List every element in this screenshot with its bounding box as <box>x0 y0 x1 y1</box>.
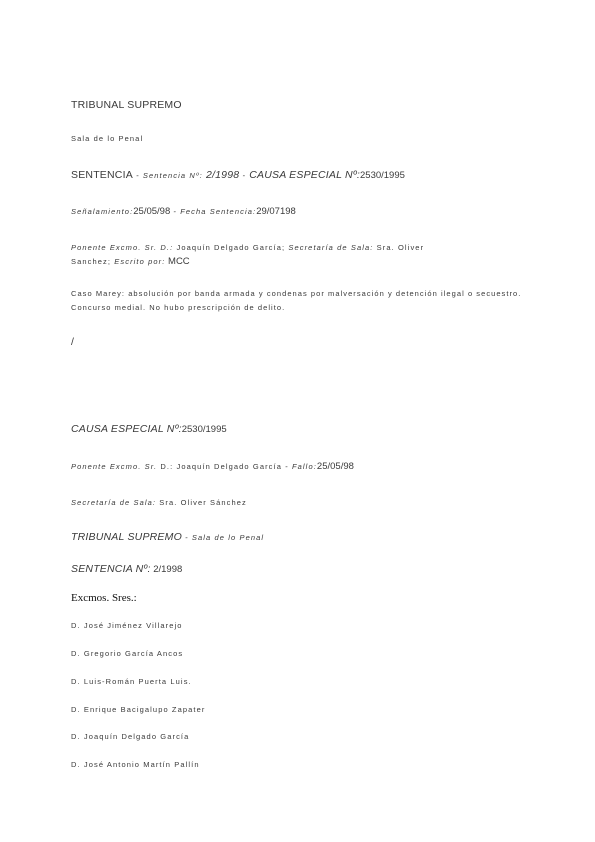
ponente-value: Joaquín Delgado García; <box>173 243 286 252</box>
magistrate-name: D. Gregorio García Ancos <box>71 649 184 658</box>
dates-line <box>71 201 296 219</box>
fecha-sentencia-value: 29/07198 <box>256 206 296 217</box>
court-title: TRIBUNAL SUPREMO <box>71 99 182 111</box>
magistrate-name: D. Enrique Bacigalupo Zapater <box>71 705 206 714</box>
sentencia-sep-1: - <box>132 171 143 180</box>
ponente-label: Ponente Excmo. Sr. D.: <box>71 243 174 252</box>
second-causa-label: CAUSA ESPECIAL Nº: <box>71 423 182 435</box>
fallo-value: 25/05/98 <box>316 461 354 472</box>
second-ponente-line <box>71 456 354 474</box>
second-sentencia-line <box>71 559 182 577</box>
causa-value: 2530/1995 <box>360 170 405 181</box>
second-causa-value: 2530/1995 <box>181 424 227 435</box>
fecha-sentencia-label: Fecha Sentencia: <box>180 207 257 216</box>
sentencia-num-label: Sentencia Nº: <box>142 171 203 180</box>
second-sentencia-label: SENTENCIA Nº: <box>71 563 151 575</box>
sentencia-label: SENTENCIA <box>71 169 133 181</box>
second-ponente-value: D.: Joaquín Delgado García <box>157 462 282 471</box>
magistrate-name: D. José Antonio Martín Pallín <box>71 760 200 769</box>
case-summary: Caso Marey: absolución por banda armada y condenas por malversación y detención ilegal o secuestro. Concurso medial. No hubo prescripción de delito. <box>71 289 522 312</box>
sentencia-num-value: 2/1998 <box>202 169 240 181</box>
second-court-chamber: Sala de lo Penal <box>191 533 265 542</box>
separator-slash: / <box>71 336 75 348</box>
excmos-heading: Excmos. Sres.: <box>71 592 137 604</box>
escrito-label: Escrito por: <box>111 257 166 266</box>
second-ponente-label: Ponente Excmo. Sr. <box>71 462 158 471</box>
second-secretaria-label: Secretaría de Sala: <box>71 498 157 507</box>
magistrate-name: D. José Jiménez Villarejo <box>71 621 183 630</box>
second-court-sep: - <box>181 533 192 542</box>
causa-label: CAUSA ESPECIAL Nº: <box>249 169 360 181</box>
second-sentencia-value: 2/1998 <box>150 564 183 575</box>
sentencia-line <box>71 165 405 183</box>
secretaria-label: Secretaría de Sala: <box>285 243 374 252</box>
second-ponente-sep: - <box>282 462 292 471</box>
second-secretaria-line <box>71 492 247 510</box>
ponente-line-2 <box>71 251 190 269</box>
second-secretaria-value: Sra. Oliver Sánchez <box>156 498 247 507</box>
sentencia-sep-2: - <box>239 171 250 180</box>
magistrate-name: D. Joaquín Delgado García <box>71 732 190 741</box>
fallo-label: Fallo: <box>291 462 317 471</box>
escrito-value: MCC <box>165 256 190 267</box>
senalamiento-value: 25/05/98 <box>133 206 171 217</box>
senalamiento-label: Señalamiento: <box>71 207 134 216</box>
chamber-name: Sala de lo Penal <box>71 134 144 143</box>
dates-sep: - <box>170 207 181 216</box>
second-court-label: TRIBUNAL SUPREMO <box>71 531 182 543</box>
second-court-line <box>71 527 264 545</box>
secretaria-value-cont: Sanchez; <box>71 257 112 266</box>
secretaria-value: Sra. Oliver <box>373 243 425 252</box>
magistrate-name: D. Luis-Román Puerta Luis. <box>71 677 192 686</box>
second-causa-line <box>71 419 227 437</box>
